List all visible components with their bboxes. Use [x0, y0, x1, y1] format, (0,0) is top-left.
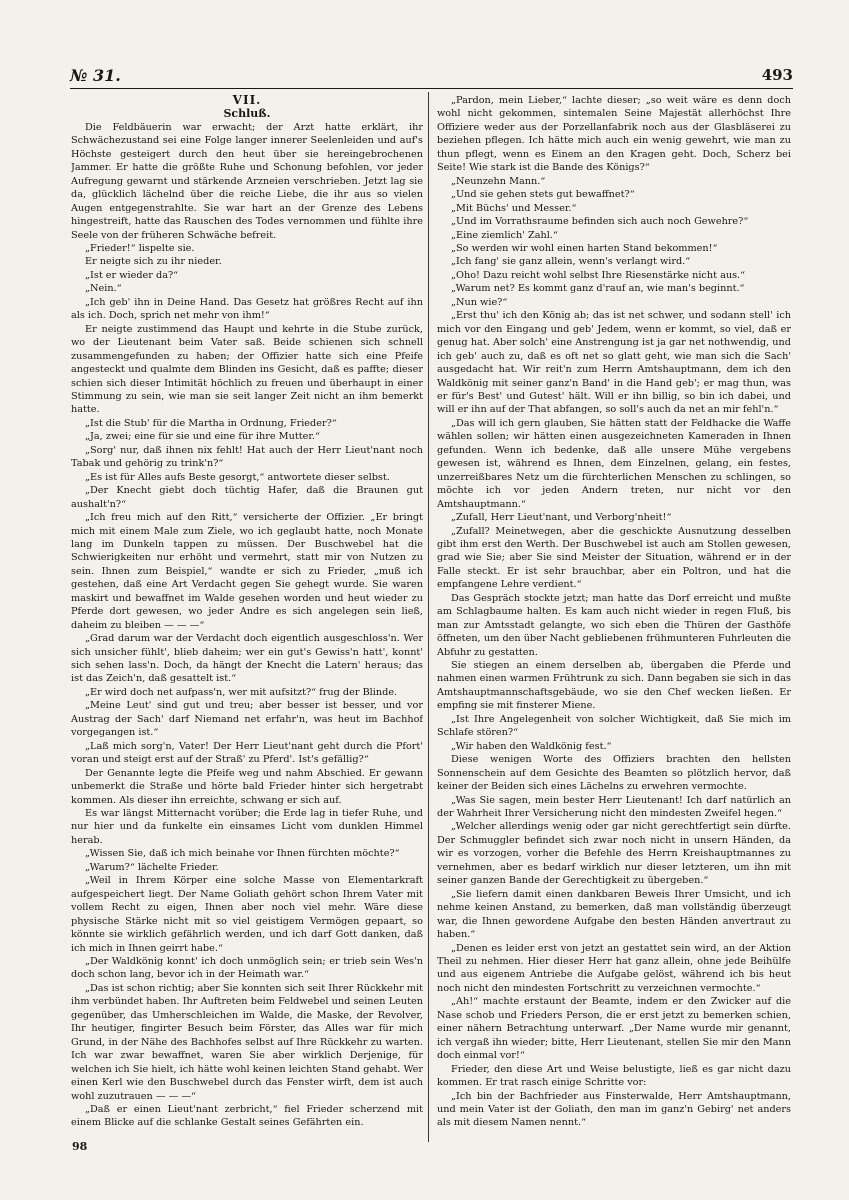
paragraph: „Ist Ihre Angelegenheit von solcher Wichtigkeit, daß Sie mich im Schlafe stören?“ — [437, 713, 791, 739]
paragraph: „Der Knecht giebt doch tüchtig Hafer, daß die Braunen gut aushalt'n?“ — [71, 485, 423, 510]
paragraph: „Das ist schon richtig; aber Sie konnten sich seit Ihrer Rückkehr mit ihm verbündet haben. Ihr Auftreten beim Feldwebel und seinen Leuten gegenüber, das Umherschleichen im Walde, die Maske, der Revolver, Ihr heutiger, fingirter Besuch beim Förster, das Alles war für mich Grund, in der Nähe des Bachhofes selbst auf Ihre Rückkehr zu warten. Ich war zwar bewaffnet, waren Sie aber wirklich Derjenige, für welchen ich Sie hielt, ich hätte wohl keinen leichten Stand gehabt. Wer einen Kerl wie den Buschwebel durch das Fenster wirft, dem ist auch wohl zuzutrauen — — —“ — [71, 982, 423, 1102]
paragraph: Er neigte sich zu ihr nieder. — [85, 256, 222, 268]
paragraph: „Oho! Dazu reicht wohl selbst Ihre Riesenstärke nicht aus.“ — [451, 269, 746, 281]
paragraph: „So werden wir wohl einen harten Stand bekommen!“ — [451, 242, 718, 254]
paragraph: „Sorg' nur, daß ihnen nix fehlt! Hat auch der Herr Lieut'nant noch Tabak und gehörig zu trink'n?“ — [71, 444, 423, 470]
paragraph: „Welcher allerdings wenig oder gar nicht gerechtfertigt sein dürfte. Der Schmuggler befindet sich zwar noch nicht in unsern Händen, da wir es vorzogen, vorher die Befehle des Herrn Kreishauptmannes zu vernehmen, aber es bedarf wirklich nur dieser letzteren, um ihn mit seiner ganzen Bande der Gerechtigkeit zu übergeben.“ — [437, 821, 791, 887]
paragraph: Frieder, den diese Art und Weise belustigte, ließ es gar nicht dazu kommen. Er trat rasch einige Schritte vor: — [437, 1063, 791, 1089]
paragraph: „Ich geb' ihn in Deine Hand. Das Gesetz hat größres Recht auf ihn als ich. Doch, sprich net mehr von ihm!“ — [71, 296, 423, 322]
paragraph: „Das will ich gern glauben, Sie hätten statt der Feldhacke die Waffe wählen sollen; wir hätten einen ausgezeichneten Kameraden in Ihnen gefunden. Wenn ich bedenke, daß alle unsere Mühe vergebens gewesen ist, während es Ihnen, dem Einzelnen, gelang, ein festes, unzerreißbares Netz um die fürchterlichen Menschen zu schlingen, so möchte ich vor jeden Andern treten, nur nicht vor den Amtshauptmann.“ — [437, 417, 791, 510]
paragraph: „Ja, zwei; eine für sie und eine für ihre Mutter.“ — [85, 431, 320, 443]
paragraph: Die Feldbäuerin war erwacht; der Arzt hatte erklärt, ihr Schwächezustand sei eine Folge langer innerer Seelenleiden und auf's Höchste gesteigert durch den heut über sie hereingebrochenen Jammer. Er hatte die größte Ruhe und Schonung befohlen, vor jeder Aufregung gewarnt und stärkende Arzneien verschrieben. Jetzt lag sie da, glücklich lächelnd über die reiche Liebe, die ihr aus so vielen Augen entgegenstrahlte. Sie war hart an der Grenze des Lebens hingestreift, hatte das Rauschen des Todes vernommen und fühlte ihre Seele von der früheren Schwäche befreit. — [71, 121, 423, 241]
paragraph: „Es ist für Alles aufs Beste gesorgt,“ antwortete dieser selbst. — [85, 471, 390, 483]
paragraph: „Mit Büchs' und Messer.“ — [451, 202, 577, 214]
paragraph: „Weil in Ihrem Körper eine solche Masse von Elementarkraft aufgespeichert liegt. Der Name Goliath gehört schon Ihrem Vater mit vollem Recht zu eigen, Ihnen aber noch viel mehr. Wäre diese physische Stärke nicht mit so viel geistigem Vermögen gepaart, so könnte sie wirklich gefährlich werden, und ich darf Gott danken, daß ich mich in Ihnen geirrt habe.“ — [71, 875, 423, 954]
paragraph: Das Gespräch stockte jetzt; man hatte das Dorf erreicht und mußte am Schlagbaume halten. Es kam auch nicht wieder in regen Fluß, bis man zur Amtsstadt gelangte, wo sich eben die Thüren der Gasthöfe öffneten, um den über Nacht gebliebenen frühmunteren Fuhrleuten die Abfuhr zu gestatten. — [437, 592, 791, 658]
paragraph: „Meine Leut' sind gut und treu; aber besser ist besser, und vor Austrag der Sach' darf Niemand net erfahr'n, was heut im Bachhof vorgegangen ist.“ — [71, 700, 423, 739]
chapter-number: VII. — [232, 94, 262, 107]
paragraph: „Ist die Stub' für die Martha in Ordnung, Frieder?“ — [85, 417, 337, 429]
paragraph: Diese wenigen Worte des Offiziers brachten den hellsten Sonnenschein auf dem Gesichte des Beamten so plötzlich hervor, daß keiner der Beiden sich eines Lächelns zu erwehren vermochte. — [437, 754, 791, 793]
paragraph: „Nun wie?“ — [451, 296, 508, 308]
paragraph: „Ich bin der Bachfrieder aus Finsterwalde, Herr Amtshauptmann, und mein Vater ist der Goliath, den man im ganz'n Gebirg' net anders als mit diesem Namen nennt.“ — [437, 1090, 791, 1129]
paragraph: „Er wird doch net aufpass'n, wer mit aufsitzt?“ frug der Blinde. — [85, 686, 398, 698]
issue-number: № 31. — [70, 66, 121, 85]
page-header — [70, 66, 793, 88]
right-column — [437, 94, 791, 1134]
paragraph: Es war längst Mitternacht vorüber; die Erde lag in tiefer Ruhe, und nur hier und da funkelte ein einsames Licht vom dunklen Himmel herab. — [71, 808, 423, 846]
paragraph: „Wir haben den Waldkönig fest.“ — [451, 740, 612, 752]
paragraph: „Und sie gehen stets gut bewaffnet?“ — [451, 189, 635, 201]
column-divider — [428, 92, 429, 1142]
header-rule — [70, 88, 793, 89]
right-column-text — [437, 94, 791, 1130]
section-title: Schluß. — [223, 107, 271, 121]
paragraph: „Warum net? Es kommt ganz d'rauf an, wie man's beginnt.“ — [451, 283, 745, 295]
paragraph: „Ich fang' sie ganz allein, wenn's verlangt wird.“ — [451, 256, 691, 268]
paragraph: Er neigte zustimmend das Haupt und kehrte in die Stube zurück, wo der Lieutenant beim Vater saß. Beide schienen sich schnell zusammengefunden zu haben; der Offizier hatte sich eine Pfeife angesteckt und qualmte dem Blinden ins Gesicht, daß es paffte; dieser schien sich dieser Intimität höchlich zu freuen und überhaupt in einer Stimmung zu sein, wie man sie seit langer Zeit nicht an ihm bemerkt hatte. — [71, 323, 423, 416]
paragraph: „Zufall? Meinetwegen, aber die geschickte Ausnutzung desselben gibt ihm erst den Werth. Der Buschwebel ist auch am Stollen gewesen, grad wie Sie; aber Sie sind Meister der Situation, während er in der Falle steckt. Er ist sehr brauchbar, aber ein Poltron, und hat die empfangene Lehre verdient.“ — [437, 525, 791, 591]
paragraph: „Zufall, Herr Lieut'nant, und Verborg'nheit!“ — [451, 512, 672, 524]
sheet-number: 98 — [72, 1140, 88, 1153]
paragraph: „Erst thu' ich den König ab; das ist net schwer, und sodann stell' ich mich vor den Eingang und geb' Jedem, wenn er kommt, so viel, daß er genug hat. Aber solch' eine Anstrengung ist ja gar net nothwendig, und ich geb' auch zu, daß es oft net so glatt geht, wie man sich die Sach' ausgedacht hat. Wir reit'n zum Herrn Amtshauptmann, dem ich den Waldkönig mit seiner ganz'n Band' in die Hand geb'; er mag thun, was er für's Best' und Gutest' hält. Will er ihn billig, so bin ich dabei, und will er ihn auf der That abfangen, so soll's auch da net an mir fehl'n.“ — [437, 310, 791, 416]
paragraph: „Eine ziemlich' Zahl.“ — [451, 229, 558, 241]
page-number: 493 — [761, 66, 793, 84]
paragraph: „Laß mich sorg'n, Vater! Der Herr Lieut'nant geht durch die Pfort' voran und steigt erst auf der Straß' zu Pferd'. Ist's gefällig?“ — [71, 740, 423, 766]
paragraph: Sie stiegen an einem derselben ab, übergaben die Pferde und nahmen einen warmen Frühtrunk zu sich. Dann begaben sie sich in das Amtshauptmannschaftsgebäude, wo sie den Chef wecken ließen. Er empfing sie mit finsterer Miene. — [437, 660, 791, 712]
paragraph: „Grad darum war der Verdacht doch eigentlich ausgeschloss'n. Wer sich unsicher fühlt', blieb daheim; wer ein gut's Gewiss'n hatt', konnt' sich sehen lass'n. Doch, da hängt der Knecht die Latern' heraus; das ist das Zeich'n, daß gesattelt ist.“ — [71, 633, 423, 685]
paragraph: „Sie liefern damit einen dankbaren Beweis Ihrer Umsicht, und ich nehme keinen Anstand, zu bemerken, daß man vollständig überzeugt war, die Ihnen gewordene Aufgabe den besten Händen anvertraut zu haben.“ — [437, 888, 791, 941]
paragraph: Der Genannte legte die Pfeife weg und nahm Abschied. Er gewann unbemerkt die Straße und hörte bald Frieder hinter sich hergetrabt kommen. Als dieser ihn erreichte, schwang er sich auf. — [71, 767, 423, 806]
paragraph: „Warum?“ lächelte Frieder. — [85, 861, 219, 873]
left-column — [71, 94, 423, 1134]
paragraph: „Ist er wieder da?“ — [85, 269, 179, 281]
paragraph: „Neunzehn Mann.“ — [451, 175, 546, 187]
paragraph: „Wissen Sie, daß ich mich beinahe vor Ihnen fürchten möchte?“ — [85, 848, 400, 860]
paragraph: „Ich freu mich auf den Ritt,“ versicherte der Offizier. „Er bringt mich mit einem Male zum Ziele, wo ich geglaubt hatte, noch Monate lang im Dunkeln tappen zu müssen. Der Buschwebel hat die Schwierigkeiten nur erhöht und vermehrt, statt mir von Nutzen zu sein. Ihnen zum Beispiel,“ wandte er sich zu Frieder, „muß ich gestehen, daß eine Art Verdacht gegen Sie gehegt wurde. Sie waren maskirt und bewaffnet im Walde gesehen worden und heut wieder zu Pferde dort gewesen, wo jeder Andre es sich angelegen sein ließ, daheim zu bleiben — — —“ — [71, 512, 423, 631]
paragraph: „Daß er einen Lieut'nant zerbricht,“ fiel Frieder scherzend mit einem Blicke auf die schlanke Gestalt seines Gefährten ein. — [71, 1103, 423, 1129]
paragraph: „Und im Vorrathsraume befinden sich auch noch Gewehre?“ — [451, 216, 749, 228]
paragraph: „Nein.“ — [85, 283, 122, 295]
paragraph: „Denen es leider erst von jetzt an gestattet sein wird, an der Aktion Theil zu nehmen. Hier dieser Herr hat ganz allein, ohne jede Beihülfe und aus eigenem Antriebe die Aufgabe gelöst, während ich bis heut noch nicht den mindesten Fortschritt zu verzeichnen vermochte.“ — [437, 942, 791, 994]
paragraph: „Pardon, mein Lieber,“ lachte dieser; „so weit wäre es denn doch wohl nicht gekommen, sintemalen Seine Majestät allerhöchst Ihre Offiziere weder aus der Porzellanfabrik noch aus der Glasbläserei zu beziehen pflegen. Ich hätte mich auch ein wenig gewehrt, wie man zu thun pflegt, wenn es Einem an den Kragen geht. Doch, Scherz bei Seite! Wie stark ist die Bande des Königs?“ — [437, 95, 791, 174]
paragraph: „Was Sie sagen, mein bester Herr Lieutenant! Ich darf natürlich an der Wahrheit Ihrer Versicherung nicht den mindesten Zweifel hegen.“ — [437, 794, 791, 820]
paragraph: „Der Waldkönig konnt' ich doch unmöglich sein; er trieb sein Wes'n doch schon lang, bevor ich in der Heimath war.“ — [71, 956, 423, 981]
paragraph: „Frieder!“ lispelte sie. — [85, 242, 195, 254]
paragraph: „Ah!“ machte erstaunt der Beamte, indem er den Zwicker auf die Nase schob und Frieders Person, die er erst jetzt zu bemerken schien, einer nähern Betrachtung unterwarf. „Der Name wurde mir genannt, ich vergaß ihn wieder; bitte, Herr Lieutenant, stellen Sie mir den Mann doch einmal vor!“ — [437, 996, 791, 1062]
left-column-text — [71, 121, 423, 1130]
